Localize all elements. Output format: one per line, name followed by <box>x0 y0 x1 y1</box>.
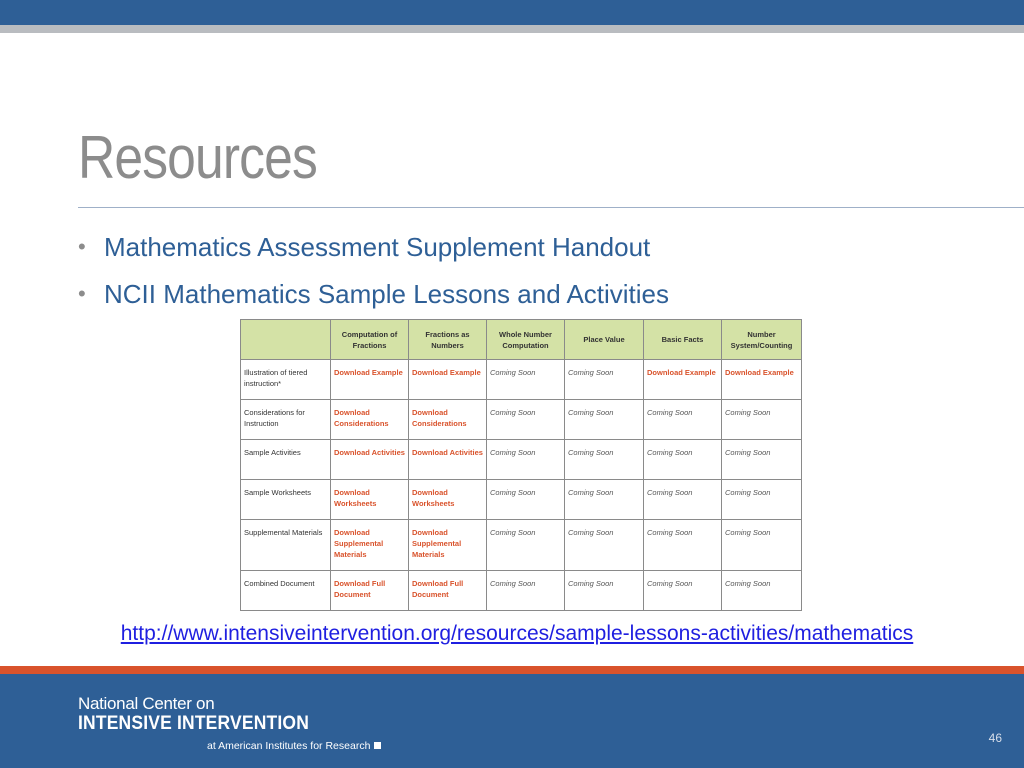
coming-soon-text: Coming Soon <box>565 520 644 571</box>
bullet-dot: • <box>78 234 86 259</box>
bullet-text: NCII Mathematics Sample Lessons and Activities <box>104 279 670 309</box>
download-link[interactable]: Download Considerations <box>331 400 409 440</box>
download-link[interactable]: Download Example <box>331 360 409 400</box>
coming-soon-text: Coming Soon <box>722 571 802 611</box>
download-link[interactable]: Download Activities <box>409 440 487 480</box>
download-link[interactable]: Download Example <box>644 360 722 400</box>
slide-title: Resources <box>78 124 317 191</box>
coming-soon-text: Coming Soon <box>722 400 802 440</box>
coming-soon-text: Coming Soon <box>487 520 565 571</box>
title-divider <box>78 207 1024 208</box>
download-link[interactable]: Download Full Document <box>409 571 487 611</box>
coming-soon-text: Coming Soon <box>487 400 565 440</box>
download-link[interactable]: Download Considerations <box>409 400 487 440</box>
bullet-text: Mathematics Assessment Supplement Handout <box>104 232 651 262</box>
org-affiliation-text: at American Institutes for Research <box>207 740 371 752</box>
table-row <box>241 360 802 400</box>
column-header: Place Value <box>565 320 644 360</box>
row-label: Illustration of tiered instruction* <box>241 360 331 400</box>
download-link[interactable]: Download Worksheets <box>331 480 409 520</box>
download-link[interactable]: Download Worksheets <box>409 480 487 520</box>
page-number: 46 <box>988 731 1002 745</box>
lessons-table <box>240 319 802 611</box>
coming-soon-text: Coming Soon <box>644 480 722 520</box>
download-link[interactable]: Download Activities <box>331 440 409 480</box>
coming-soon-text: Coming Soon <box>565 360 644 400</box>
coming-soon-text: Coming Soon <box>644 440 722 480</box>
coming-soon-text: Coming Soon <box>487 440 565 480</box>
table-row <box>241 440 802 480</box>
table-header-row <box>241 320 802 360</box>
column-header: Computation of Fractions <box>331 320 409 360</box>
coming-soon-text: Coming Soon <box>722 520 802 571</box>
coming-soon-text: Coming Soon <box>722 440 802 480</box>
row-label: Supplemental Materials <box>241 520 331 571</box>
table-row <box>241 400 802 440</box>
column-header: Whole Number Computation <box>487 320 565 360</box>
coming-soon-text: Coming Soon <box>644 400 722 440</box>
row-label: Considerations for Instruction <box>241 400 331 440</box>
coming-soon-text: Coming Soon <box>565 400 644 440</box>
coming-soon-text: Coming Soon <box>565 571 644 611</box>
coming-soon-text: Coming Soon <box>565 440 644 480</box>
org-affiliation <box>207 740 381 752</box>
bullet-list <box>78 230 669 324</box>
resource-link[interactable]: http://www.intensiveintervention.org/resources/sample-lessons-activities/mathematics <box>120 622 914 645</box>
row-label: Combined Document <box>241 571 331 611</box>
top-bar <box>0 0 1024 25</box>
bullet-item <box>78 230 669 264</box>
coming-soon-text: Coming Soon <box>565 480 644 520</box>
table-row <box>241 520 802 571</box>
download-link[interactable]: Download Full Document <box>331 571 409 611</box>
table-row <box>241 480 802 520</box>
table-body <box>241 360 802 611</box>
row-label: Sample Worksheets <box>241 480 331 520</box>
download-link[interactable]: Download Example <box>722 360 802 400</box>
square-logo-icon <box>374 742 381 749</box>
coming-soon-text: Coming Soon <box>722 480 802 520</box>
coming-soon-text: Coming Soon <box>644 520 722 571</box>
coming-soon-text: Coming Soon <box>487 360 565 400</box>
download-link[interactable]: Download Supplemental Materials <box>409 520 487 571</box>
column-header: Fractions as Numbers <box>409 320 487 360</box>
bullet-item <box>78 277 669 311</box>
coming-soon-text: Coming Soon <box>644 571 722 611</box>
table-corner-cell <box>241 320 331 360</box>
org-name-line-1: National Center on <box>78 694 215 713</box>
coming-soon-text: Coming Soon <box>487 571 565 611</box>
download-link[interactable]: Download Example <box>409 360 487 400</box>
coming-soon-text: Coming Soon <box>487 480 565 520</box>
column-header: Number System/Counting <box>722 320 802 360</box>
footer-accent-bar <box>0 666 1024 674</box>
top-stripe <box>0 25 1024 33</box>
bullet-dot: • <box>78 281 86 306</box>
org-name-line-2: INTENSIVE INTERVENTION <box>78 713 310 734</box>
row-label: Sample Activities <box>241 440 331 480</box>
download-link[interactable]: Download Supplemental Materials <box>331 520 409 571</box>
column-header: Basic Facts <box>644 320 722 360</box>
table-row <box>241 571 802 611</box>
